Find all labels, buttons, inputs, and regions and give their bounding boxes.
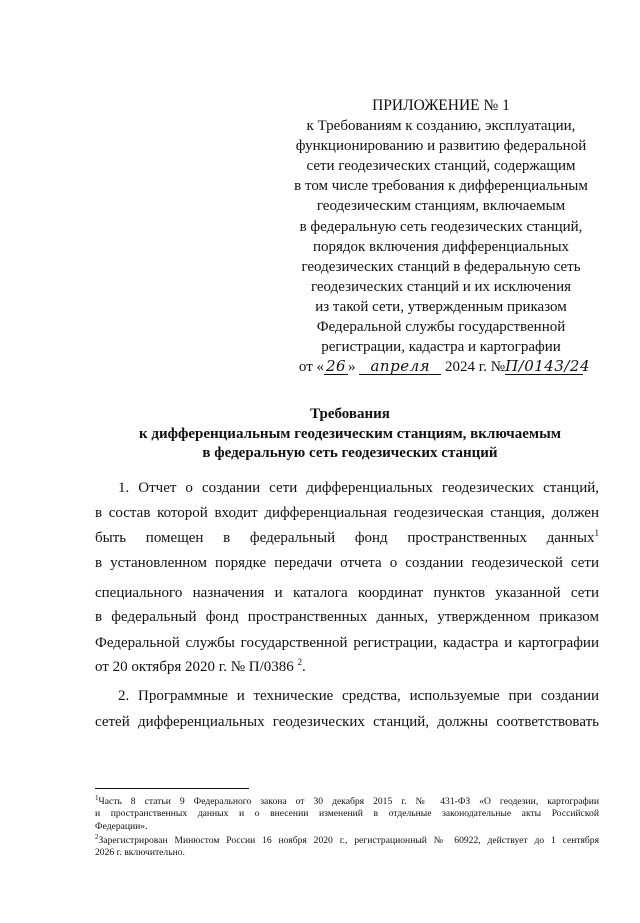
paragraph-1-line: в установленном порядке передачи отчета о создании геодезической сети — [95, 555, 599, 571]
document-title-line: к дифференциальным геодезическим станциям, включаемым — [138, 425, 561, 442]
appendix-line: сети геодезических станций, содержащим — [306, 158, 576, 175]
paragraph-1-line: в федеральный фонд пространственных данных, утвержденном приказом — [95, 609, 599, 625]
footnote-line: и пространственных данных и о внесении изменений в отдельные законодательные акты Российской — [95, 808, 599, 820]
paragraph-1-line: специального назначения и каталога координат пунктов указанной сети — [95, 585, 599, 601]
footnote-text: Часть 8 статьи 9 Федерального закона от 30 декабря 2015 г. № 431-ФЗ «О геодезии, картографии — [98, 796, 599, 807]
document-title-line: в федеральную сеть геодезических станций — [202, 445, 498, 461]
footnote-line — [95, 793, 599, 808]
order-number: П/0143/24 — [505, 357, 591, 376]
appendix-line: из такой сети, утвержденным приказом — [315, 298, 567, 315]
appendix-title: ПРИЛОЖЕНИЕ № 1 — [372, 97, 510, 114]
footnote-mark: 1 — [95, 793, 99, 802]
document-title — [90, 405, 610, 464]
paragraph-1-line — [95, 528, 599, 548]
paragraph-2-line: сетей дифференциальных геодезических станций, должны соответствовать — [95, 714, 599, 730]
footnote-separator — [95, 788, 249, 789]
paragraph-1-line: 1. Отчет о создании сети дифференциальных геодезических станций, — [118, 480, 599, 496]
appendix-line: порядок включения дифференциальных — [312, 238, 570, 255]
order-month: апреля — [359, 358, 441, 375]
appendix-line: геодезическим станциям, включаемым — [316, 198, 566, 215]
footnote-ref-1: 1 — [594, 528, 599, 538]
footnote-line: Федерации». — [95, 820, 148, 832]
appendix-line: к Требованиям к созданию, эксплуатации, — [306, 118, 576, 135]
footnote-line: 2026 г. включительно. — [95, 847, 185, 859]
footnote-line — [95, 832, 599, 847]
appendix-line: геодезических станций в федеральную сеть — [301, 258, 581, 275]
footnote-1 — [95, 793, 599, 833]
paragraph-1-line: Федеральной службы государственной регистрации, кадастра и картографии — [95, 635, 599, 651]
footnote-mark: 2 — [95, 832, 99, 841]
order-day: 26 — [325, 357, 347, 376]
appendix-line: Федеральной службы государственной — [316, 319, 566, 336]
paragraph-1-line — [95, 657, 599, 677]
order-reference — [282, 357, 600, 377]
appendix-line: функционированию и развитию федеральной — [295, 138, 587, 155]
order-quote-close: » — [348, 359, 356, 376]
document-title-line: Требования — [310, 406, 390, 422]
paragraph-1-text: от 20 октября 2020 г. № П/0386 — [95, 659, 298, 675]
order-year: 2024 г. № — [445, 359, 506, 376]
appendix-line: в том числе требования к дифференциальным — [294, 178, 588, 195]
appendix-line: в федеральную сеть геодезических станций, — [299, 218, 583, 235]
order-prefix: от « — [298, 359, 325, 376]
paragraph-1-text: быть помещен в федеральный фонд пространственных данных — [95, 530, 595, 546]
appendix-header — [282, 96, 600, 377]
appendix-line: регистрации, кадастра и картографии — [321, 339, 561, 356]
footnote-ref-2: 2 — [297, 657, 303, 667]
footnote-2 — [95, 832, 599, 860]
paragraph-2-line: 2. Программные и технические средства, используемые при создании — [118, 688, 599, 704]
paragraph-1-line: в состав которой входит дифференциальная геодезическая станция, должен — [95, 505, 599, 521]
paragraph-1-end: . — [302, 659, 306, 675]
footnote-text: Зарегистрирован Минюстом России 16 ноября 2020 г., регистрационный № 60922, действует до 1 сентября — [98, 835, 599, 846]
appendix-line: геодезических станций и их исключения — [310, 278, 572, 295]
